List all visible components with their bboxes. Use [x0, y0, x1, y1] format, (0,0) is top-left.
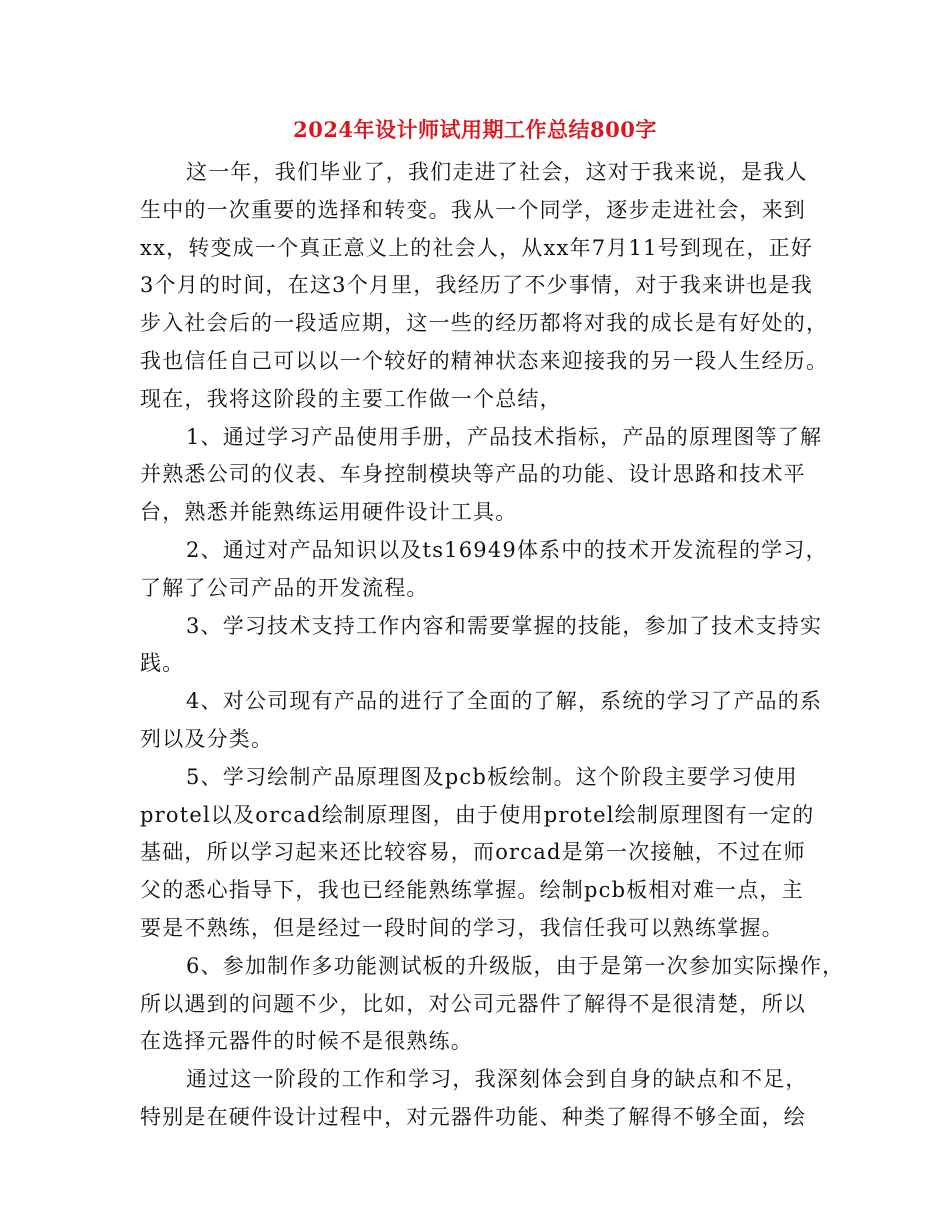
paragraph-line: 基础，所以学习起来还比较容易，而orcad是第一次接触，不过在师	[140, 840, 806, 864]
paragraph-line: 父的悉心指导下，我也已经能熟练掌握。绘制pcb板相对难一点，主	[140, 878, 804, 902]
paragraph-line: 通过这一阶段的工作和学习，我深刻体会到自身的缺点和不足，	[186, 1067, 808, 1091]
paragraph-line: 我也信任自己可以以一个较好的精神状态来迎接我的另一段人生经历。	[140, 349, 829, 373]
paragraph-line: 2、通过对产品知识以及ts16949体系中的技术开发流程的学习，	[186, 538, 828, 562]
paragraph-line: 这一年，我们毕业了，我们走进了社会，这对于我来说，是我人	[186, 160, 808, 184]
paragraph-line: 5、学习绘制产品原理图及pcb板绘制。这个阶段主要学习使用	[186, 765, 798, 789]
paragraph-line: 3、学习技术支持工作内容和需要掌握的技能，参加了技术支持实	[186, 614, 823, 638]
paragraph-line: 1、通过学习产品使用手册，产品技术指标，产品的原理图等了解	[186, 425, 823, 449]
paragraph-line: 生中的一次重要的选择和转变。我从一个同学，逐步走进社会，来到	[140, 198, 806, 222]
document-title: 2024年设计师试用期工作总结800字	[293, 117, 657, 142]
paragraph-line: 4、对公司现有产品的进行了全面的了解，系统的学习了产品的系	[186, 689, 823, 713]
paragraph-line: 要是不熟练，但是经过一段时间的学习，我信任我可以熟练掌握。	[140, 916, 784, 940]
paragraph-line: 6、参加制作多功能测试板的升级版，由于是第一次参加实际操作，	[186, 954, 845, 978]
paragraph-line: 并熟悉公司的仪表、车身控制模块等产品的功能、设计思路和技术平	[140, 462, 806, 486]
paragraph-line: 在选择元器件的时候不是很熟练。	[140, 1029, 473, 1053]
paragraph-line: 了解了公司产品的开发流程。	[140, 576, 429, 600]
paragraph-line: 台，熟悉并能熟练运用硬件设计工具。	[140, 500, 518, 524]
paragraph-line: 3个月的时间，在这3个月里，我经历了不少事情，对于我来讲也是我	[140, 273, 813, 297]
paragraph-line: 特别是在硬件设计过程中，对元器件功能、种类了解得不够全面，绘	[140, 1105, 806, 1129]
paragraph-line: 践。	[140, 651, 185, 675]
paragraph-line: 所以遇到的问题不少，比如，对公司元器件了解得不是很清楚，所以	[140, 992, 806, 1016]
paragraph-line: 现在，我将这阶段的主要工作做一个总结，	[140, 387, 562, 411]
paragraph-line: 步入社会后的一段适应期，这一些的经历都将对我的成长是有好处的，	[140, 311, 829, 335]
paragraph-line: xx，转变成一个真正意义上的社会人，从xx年7月11号到现在，正好	[140, 236, 814, 260]
paragraph-line: protel以及orcad绘制原理图，由于使用protel绘制原理图有一定的	[140, 803, 815, 827]
paragraph-line: 列以及分类。	[140, 727, 274, 751]
